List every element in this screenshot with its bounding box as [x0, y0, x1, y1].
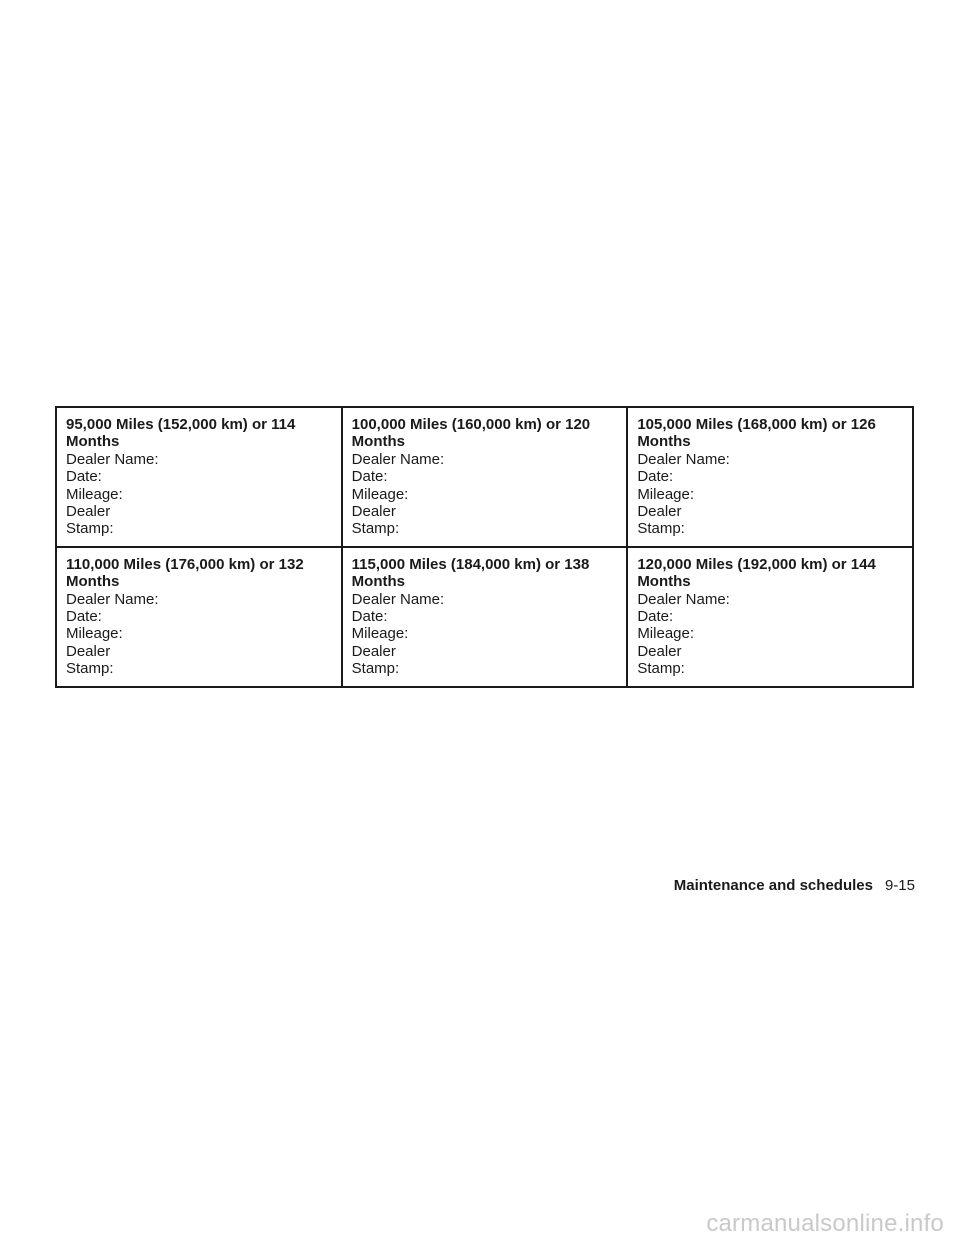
- mileage-label: Mileage:: [351, 485, 409, 503]
- section-title: Maintenance and schedules: [673, 877, 873, 894]
- interval-heading: 100,000 Miles (160,000 km) or 120 Months: [351, 416, 591, 451]
- mileage-label: Mileage:: [637, 485, 695, 503]
- watermark: carmanualsonline.info: [706, 1210, 944, 1237]
- dealer-name-label: Dealer Name:: [351, 590, 445, 608]
- mileage-label: Mileage:: [66, 625, 123, 643]
- date-label: Date:: [66, 608, 102, 626]
- stamp-label: Stamp:: [637, 660, 685, 678]
- date-label: Date:: [637, 608, 674, 626]
- page-number: 9-15: [884, 877, 915, 894]
- maintenance-log-table: [55, 406, 914, 688]
- date-label: Date:: [66, 468, 102, 486]
- maintenance-record-100000: [342, 407, 628, 547]
- stamp-label: Stamp:: [351, 660, 400, 678]
- dealer-stamp-label: Dealer: [351, 642, 396, 660]
- dealer-name-label: Dealer Name:: [66, 590, 159, 608]
- dealer-name-label: Dealer Name:: [351, 450, 445, 468]
- table-row: [56, 407, 913, 547]
- dealer-name-label: Dealer Name:: [637, 590, 730, 608]
- interval-heading: 110,000 Miles (176,000 km) or 132 Months: [66, 555, 304, 591]
- maintenance-record-115000: [342, 547, 628, 687]
- interval-heading: 115,000 Miles (184,000 km) or 138 Months: [351, 555, 590, 591]
- interval-heading: 120,000 Miles (192,000 km) or 144 Months: [637, 555, 876, 591]
- dealer-name-label: Dealer Name:: [637, 450, 730, 468]
- maintenance-record-105000: [627, 407, 913, 547]
- maintenance-record-120000: [627, 547, 913, 687]
- dealer-stamp-label: Dealer: [637, 503, 682, 521]
- date-label: Date:: [637, 468, 674, 486]
- date-label: Date:: [351, 468, 388, 486]
- mileage-label: Mileage:: [66, 485, 123, 503]
- date-label: Date:: [351, 608, 388, 626]
- maintenance-record-110000: [56, 547, 342, 687]
- mileage-label: Mileage:: [637, 625, 695, 643]
- page-footer: [674, 877, 915, 894]
- mileage-label: Mileage:: [351, 625, 409, 643]
- dealer-name-label: Dealer Name:: [66, 450, 159, 468]
- stamp-label: Stamp:: [351, 520, 400, 538]
- maintenance-record-95000: [56, 407, 342, 547]
- interval-heading: 95,000 Miles (152,000 km) or 114 Months: [66, 416, 296, 451]
- table-row: [56, 547, 913, 687]
- dealer-stamp-label: Dealer: [351, 503, 396, 521]
- interval-heading: 105,000 Miles (168,000 km) or 126 Months: [637, 416, 876, 451]
- stamp-label: Stamp:: [637, 520, 685, 538]
- stamp-label: Stamp:: [66, 520, 114, 538]
- dealer-stamp-label: Dealer: [66, 503, 111, 521]
- stamp-label: Stamp:: [66, 660, 114, 678]
- dealer-stamp-label: Dealer: [637, 642, 682, 660]
- dealer-stamp-label: Dealer: [66, 642, 111, 660]
